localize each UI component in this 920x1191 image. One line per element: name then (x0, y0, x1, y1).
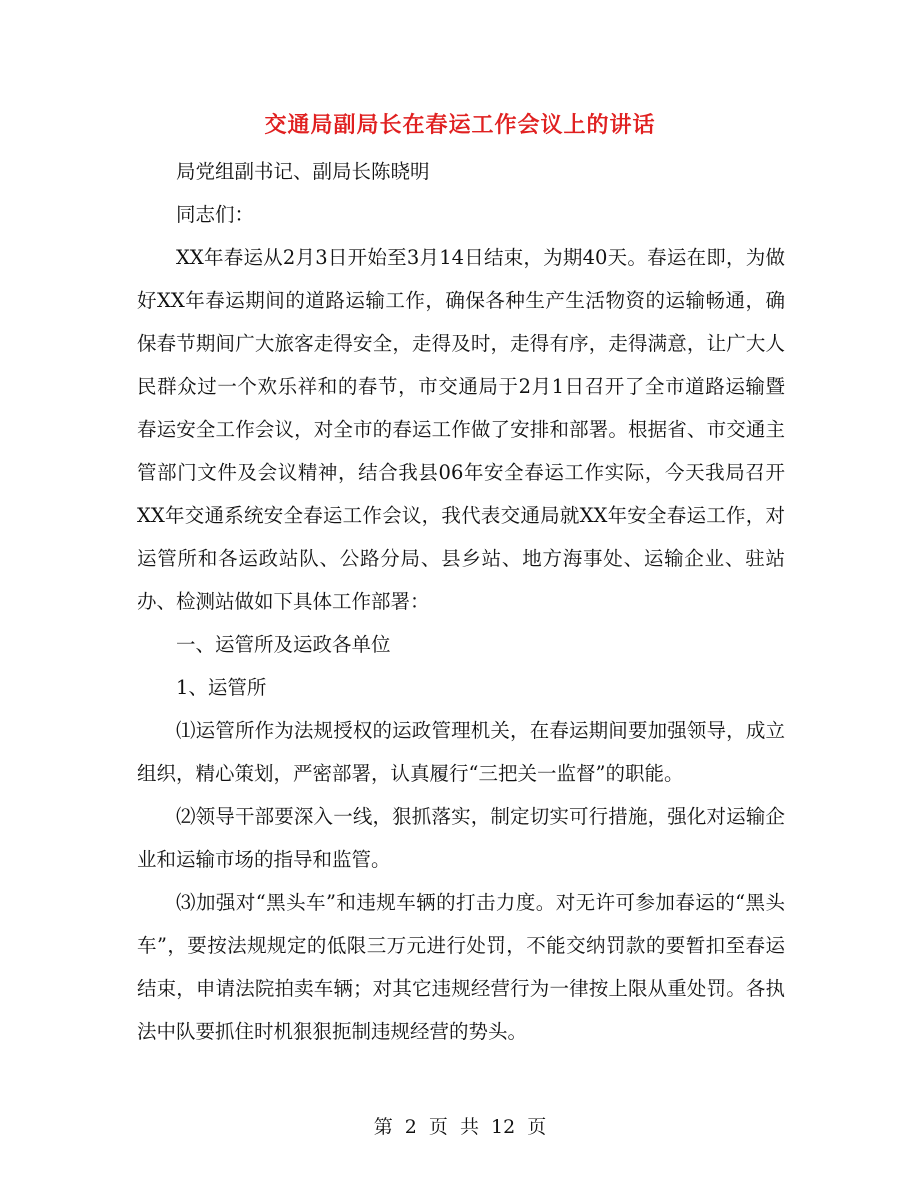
document-title: 交通局副局长在春运工作会议上的讲话 (264, 112, 656, 138)
list-item-1: ⑴运管所作为法规授权的运政管理机关，在春运期间要加强领导，成立组织，精心策划，严密部署，认真履行“三把关一监督”的职能。 (137, 719, 785, 785)
page-number-footer: 第 2 页 共 12 页 (373, 1116, 547, 1138)
list-item-2: ⑵领导干部要深入一线，狠抓落实，制定切实可行措施，强化对运输企业和运输市场的指导和监管。 (137, 805, 785, 871)
list-item-3: ⑶加强对“黑头车”和违规车辆的打击力度。对无许可参加春运的“黑头车”，要按法规规定的低限三万元进行处罚，不能交纳罚款的要暂扣至春运结束，申请法院拍卖车辆；对其它违规经营行为一律按上限从重处罚。各执法中队要抓住时机狠狠扼制违规经营的势头。 (137, 891, 785, 1043)
document-body (137, 150, 785, 1053)
salutation: 同志们： (176, 203, 255, 226)
paragraph-intro: XX年春运从2月3日开始至3月14日结束，为期40天。春运在即，为做好XX年春运期间的道路运输工作，确保各种生产生活物资的运输畅通，确保春节期间广大旅客走得安全，走得及时，走得有序，走得满意，让广大人民群众过一个欢乐祥和的春节，市交通局于2月1日召开了全市道路运输暨春运安全工作会议，对全市的春运工作做了安排和部署。根据省、市交通主管部门文件及会议精神，结合我县06年安全春运工作实际，今天我局召开XX年交通系统安全春运工作会议，我代表交通局就XX年安全春运工作，对运管所和各运政站队、公路分局、县乡站、地方海事处、运输企业、驻站办、检测站做如下具体工作部署： (137, 246, 785, 613)
subsection-heading: 1、运管所 (176, 676, 267, 699)
section-heading: 一、运管所及运政各单位 (176, 633, 391, 656)
author-line: 局党组副书记、副局长陈晓明 (176, 160, 430, 183)
